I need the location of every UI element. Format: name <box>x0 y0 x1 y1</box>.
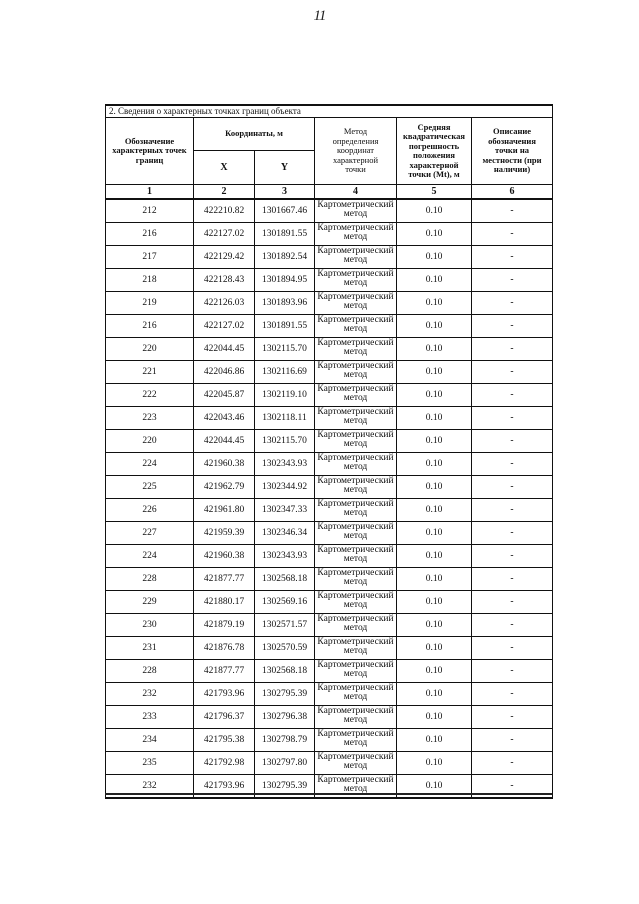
cell-x: 422127.02 <box>194 223 255 246</box>
cell-method: Картометрический метод <box>315 361 397 384</box>
header-description-line: местности (при <box>482 154 542 165</box>
cell-y: 1302569.16 <box>255 591 315 614</box>
points-table-container <box>105 104 552 799</box>
cell-x: 421880.17 <box>194 591 255 614</box>
cell-x: 422044.45 <box>194 338 255 361</box>
cell-point: 216 <box>106 315 194 338</box>
cell-x: 422129.42 <box>194 246 255 269</box>
cell-point: 226 <box>106 499 194 522</box>
cell-x: 421876.78 <box>194 637 255 660</box>
cell-error: 0.10 <box>397 614 472 637</box>
cell-y: 1302568.18 <box>255 568 315 591</box>
table-row <box>106 660 553 683</box>
cell-y: 1302795.39 <box>255 775 315 799</box>
cell-method: Картометрический метод <box>315 706 397 729</box>
cell-error: 0.10 <box>397 499 472 522</box>
cell-description: - <box>472 614 553 637</box>
cell-x: 422044.45 <box>194 430 255 453</box>
cell-y: 1302115.70 <box>255 430 315 453</box>
cell-method: Картометрический метод <box>315 637 397 660</box>
column-number: 1 <box>106 185 194 200</box>
cell-error: 0.10 <box>397 199 472 223</box>
cell-description: - <box>472 315 553 338</box>
header-error-line: точки (Mt), м <box>408 169 460 179</box>
cell-point: 218 <box>106 269 194 292</box>
cell-point: 212 <box>106 199 194 223</box>
cell-y: 1301894.95 <box>255 269 315 292</box>
cell-y: 1302344.92 <box>255 476 315 499</box>
cell-point: 224 <box>106 545 194 568</box>
cell-description: - <box>472 384 553 407</box>
bottom-divider <box>105 793 552 795</box>
cell-description: - <box>472 522 553 545</box>
cell-point: 231 <box>106 637 194 660</box>
cell-y: 1302118.11 <box>255 407 315 430</box>
cell-description: - <box>472 752 553 775</box>
cell-method: Картометрический метод <box>315 223 397 246</box>
cell-point: 223 <box>106 407 194 430</box>
table-body <box>106 199 553 798</box>
table-row <box>106 591 553 614</box>
header-error-line: квадратическая <box>403 131 465 141</box>
cell-error: 0.10 <box>397 775 472 799</box>
cell-y: 1301893.96 <box>255 292 315 315</box>
table-row <box>106 315 553 338</box>
cell-method: Картометрический метод <box>315 522 397 545</box>
table-row <box>106 729 553 752</box>
header-error-line: характерной <box>409 159 459 170</box>
cell-description: - <box>472 430 553 453</box>
cell-method: Картометрический метод <box>315 407 397 430</box>
cell-point: 219 <box>106 292 194 315</box>
cell-point: 229 <box>106 591 194 614</box>
boundary-points-table <box>105 104 553 799</box>
cell-error: 0.10 <box>397 729 472 752</box>
cell-point: 233 <box>106 706 194 729</box>
cell-y: 1302347.33 <box>255 499 315 522</box>
cell-error: 0.10 <box>397 683 472 706</box>
cell-description: - <box>472 637 553 660</box>
cell-error: 0.10 <box>397 637 472 660</box>
cell-error: 0.10 <box>397 430 472 453</box>
cell-error: 0.10 <box>397 384 472 407</box>
cell-y: 1302798.79 <box>255 729 315 752</box>
cell-y: 1302343.93 <box>255 453 315 476</box>
cell-description: - <box>472 269 553 292</box>
cell-description: - <box>472 775 553 799</box>
table-row <box>106 614 553 637</box>
cell-point: 228 <box>106 660 194 683</box>
cell-y: 1301891.55 <box>255 223 315 246</box>
cell-point: 225 <box>106 476 194 499</box>
table-row <box>106 453 553 476</box>
cell-x: 422210.82 <box>194 199 255 223</box>
cell-error: 0.10 <box>397 706 472 729</box>
column-number: 6 <box>472 185 553 200</box>
cell-x: 422043.46 <box>194 407 255 430</box>
cell-x: 421877.77 <box>194 660 255 683</box>
table-row <box>106 568 553 591</box>
header-description-line: Описание <box>492 126 532 137</box>
table-row <box>106 361 553 384</box>
header-error-line: погрешность <box>408 140 460 151</box>
cell-method: Картометрический метод <box>315 430 397 453</box>
header-x: X <box>194 151 255 185</box>
cell-x: 421879.19 <box>194 614 255 637</box>
cell-method: Картометрический метод <box>315 246 397 269</box>
table-row <box>106 430 553 453</box>
cell-point: 224 <box>106 453 194 476</box>
cell-y: 1302343.93 <box>255 545 315 568</box>
cell-point: 234 <box>106 729 194 752</box>
cell-description: - <box>472 338 553 361</box>
cell-description: - <box>472 660 553 683</box>
cell-x: 421792.98 <box>194 752 255 775</box>
table-row <box>106 223 553 246</box>
header-description-line: наличии) <box>493 164 531 175</box>
cell-method: Картометрический метод <box>315 775 397 799</box>
cell-description: - <box>472 545 553 568</box>
cell-y: 1301891.55 <box>255 315 315 338</box>
cell-error: 0.10 <box>397 292 472 315</box>
cell-method: Картометрический метод <box>315 453 397 476</box>
cell-method: Картометрический метод <box>315 614 397 637</box>
table-row <box>106 384 553 407</box>
cell-description: - <box>472 476 553 499</box>
cell-y: 1301667.46 <box>255 199 315 223</box>
cell-error: 0.10 <box>397 476 472 499</box>
cell-method: Картометрический метод <box>315 568 397 591</box>
table-row <box>106 499 553 522</box>
cell-method: Картометрический метод <box>315 338 397 361</box>
cell-error: 0.10 <box>397 660 472 683</box>
cell-error: 0.10 <box>397 568 472 591</box>
cell-y: 1301892.54 <box>255 246 315 269</box>
cell-x: 421795.38 <box>194 729 255 752</box>
table-row <box>106 683 553 706</box>
header-method-line: характерной <box>332 154 379 165</box>
page-number: 11 <box>313 8 326 24</box>
cell-point: 232 <box>106 683 194 706</box>
cell-description: - <box>472 407 553 430</box>
header-description-line: обозначения <box>488 135 536 146</box>
column-number: 5 <box>397 185 472 200</box>
column-number: 2 <box>194 185 255 200</box>
table-row <box>106 637 553 660</box>
cell-x: 421793.96 <box>194 683 255 706</box>
cell-error: 0.10 <box>397 407 472 430</box>
cell-error: 0.10 <box>397 269 472 292</box>
cell-description: - <box>472 223 553 246</box>
cell-x: 421796.37 <box>194 706 255 729</box>
header-description <box>472 118 553 185</box>
table-row <box>106 269 553 292</box>
header-method-line: координат <box>336 145 375 156</box>
header-error-line: Средняя <box>417 121 451 132</box>
cell-x: 421877.77 <box>194 568 255 591</box>
cell-y: 1302119.10 <box>255 384 315 407</box>
cell-y: 1302115.70 <box>255 338 315 361</box>
cell-point: 228 <box>106 568 194 591</box>
header-designation <box>106 118 194 185</box>
cell-error: 0.10 <box>397 246 472 269</box>
table-row <box>106 545 553 568</box>
cell-error: 0.10 <box>397 223 472 246</box>
header-designation-line: характерных точек <box>112 145 187 156</box>
cell-description: - <box>472 591 553 614</box>
cell-error: 0.10 <box>397 338 472 361</box>
cell-point: 232 <box>106 775 194 799</box>
cell-y: 1302571.57 <box>255 614 315 637</box>
cell-y: 1302797.80 <box>255 752 315 775</box>
column-number: 3 <box>255 185 315 200</box>
cell-y: 1302116.69 <box>255 361 315 384</box>
cell-description: - <box>472 453 553 476</box>
cell-y: 1302796.38 <box>255 706 315 729</box>
cell-x: 422046.86 <box>194 361 255 384</box>
cell-point: 221 <box>106 361 194 384</box>
cell-point: 220 <box>106 430 194 453</box>
cell-description: - <box>472 199 553 223</box>
cell-method: Картометрический метод <box>315 199 397 223</box>
cell-point: 216 <box>106 223 194 246</box>
header-method <box>315 118 397 185</box>
cell-x: 421961.80 <box>194 499 255 522</box>
cell-description: - <box>472 706 553 729</box>
section-title: 2. Сведения о характерных точках границ объекта <box>106 105 553 118</box>
cell-error: 0.10 <box>397 752 472 775</box>
cell-method: Картометрический метод <box>315 729 397 752</box>
cell-point: 235 <box>106 752 194 775</box>
cell-method: Картометрический метод <box>315 752 397 775</box>
header-method-line: точки <box>345 164 366 175</box>
cell-x: 422127.02 <box>194 315 255 338</box>
header-designation-line: Обозначение <box>124 135 175 146</box>
cell-method: Картометрический метод <box>315 660 397 683</box>
cell-description: - <box>472 568 553 591</box>
cell-description: - <box>472 361 553 384</box>
header-coordinates: Координаты, м <box>194 118 315 151</box>
table-row <box>106 407 553 430</box>
cell-x: 422128.43 <box>194 269 255 292</box>
cell-point: 217 <box>106 246 194 269</box>
column-number: 4 <box>315 185 397 200</box>
table-row <box>106 292 553 315</box>
cell-method: Картометрический метод <box>315 591 397 614</box>
cell-method: Картометрический метод <box>315 499 397 522</box>
cell-method: Картометрический метод <box>315 384 397 407</box>
header-method-line: определения <box>332 135 379 146</box>
cell-x: 421960.38 <box>194 545 255 568</box>
cell-point: 227 <box>106 522 194 545</box>
cell-point: 230 <box>106 614 194 637</box>
cell-error: 0.10 <box>397 522 472 545</box>
cell-point: 220 <box>106 338 194 361</box>
header-error <box>397 118 472 185</box>
cell-x: 421959.39 <box>194 522 255 545</box>
cell-x: 421793.96 <box>194 775 255 799</box>
cell-method: Картометрический метод <box>315 292 397 315</box>
cell-error: 0.10 <box>397 453 472 476</box>
cell-x: 421960.38 <box>194 453 255 476</box>
table-row <box>106 199 553 223</box>
table-row <box>106 246 553 269</box>
cell-x: 421962.79 <box>194 476 255 499</box>
cell-x: 422126.03 <box>194 292 255 315</box>
cell-error: 0.10 <box>397 315 472 338</box>
table-row <box>106 522 553 545</box>
table-row <box>106 752 553 775</box>
table-row <box>106 706 553 729</box>
table-row <box>106 338 553 361</box>
cell-y: 1302568.18 <box>255 660 315 683</box>
cell-method: Картометрический метод <box>315 476 397 499</box>
header-description-line: точки на <box>495 145 529 156</box>
cell-point: 222 <box>106 384 194 407</box>
cell-description: - <box>472 499 553 522</box>
cell-y: 1302570.59 <box>255 637 315 660</box>
cell-description: - <box>472 246 553 269</box>
cell-method: Картометрический метод <box>315 683 397 706</box>
cell-method: Картометрический метод <box>315 545 397 568</box>
cell-error: 0.10 <box>397 361 472 384</box>
cell-method: Картометрический метод <box>315 315 397 338</box>
cell-description: - <box>472 683 553 706</box>
cell-description: - <box>472 292 553 315</box>
cell-error: 0.10 <box>397 591 472 614</box>
cell-method: Картометрический метод <box>315 269 397 292</box>
cell-y: 1302346.34 <box>255 522 315 545</box>
cell-error: 0.10 <box>397 545 472 568</box>
cell-y: 1302795.39 <box>255 683 315 706</box>
table-row <box>106 476 553 499</box>
cell-description: - <box>472 729 553 752</box>
header-method-line: Метод <box>343 126 368 137</box>
header-error-line: положения <box>412 150 456 160</box>
header-y: Y <box>255 151 315 185</box>
header-designation-line: границ <box>135 154 164 165</box>
cell-x: 422045.87 <box>194 384 255 407</box>
